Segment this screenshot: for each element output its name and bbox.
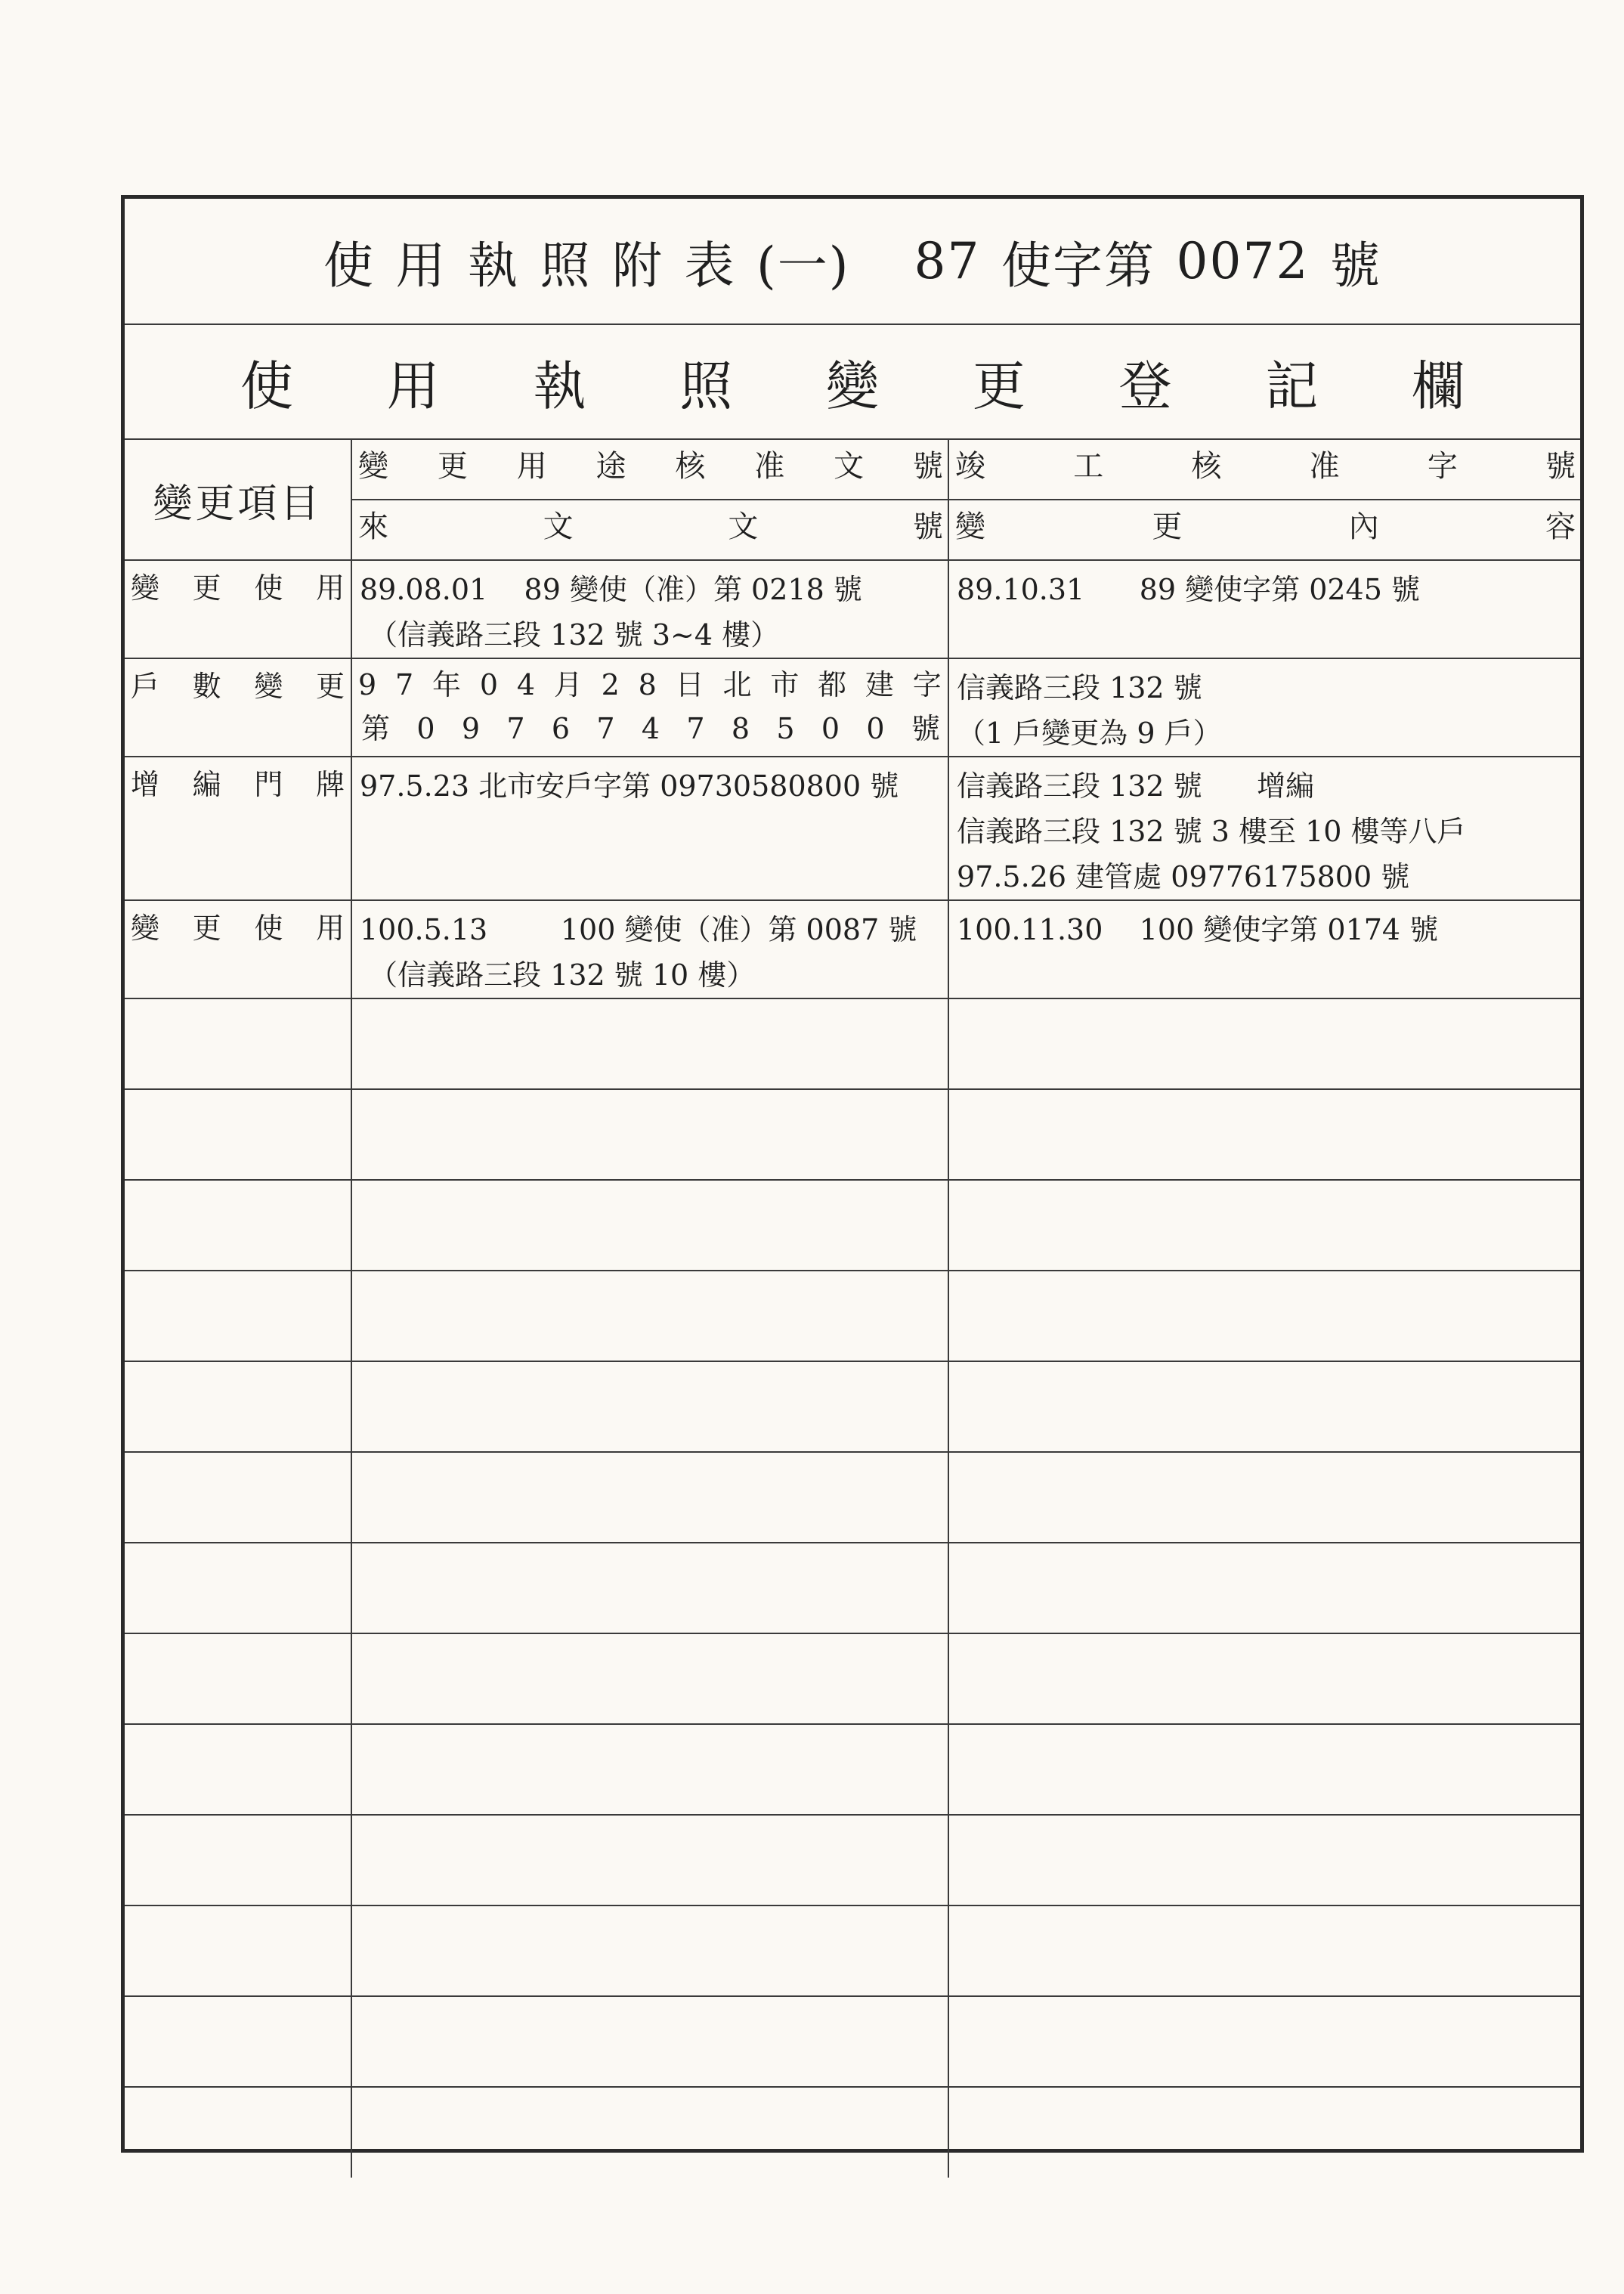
empty-cell [351, 2087, 948, 2178]
header-char: 號 [912, 509, 943, 544]
header-char: 更 [1152, 509, 1183, 544]
approval-number-cell [351, 900, 948, 998]
header-row-1 [125, 439, 1580, 500]
permit-change-table [125, 199, 1580, 2178]
approval-char: 7 [395, 668, 414, 701]
empty-cell [125, 1089, 351, 1180]
empty-table-row [125, 1180, 1580, 1271]
change-item-char: 數 [192, 670, 221, 703]
header-char: 途 [595, 449, 626, 484]
empty-cell [125, 1815, 351, 1905]
approval-line: （信義路三段 132 號 10 樓） [360, 958, 756, 992]
completion-line: 97.5.26 建管處 09776175800 號 [957, 860, 1410, 893]
empty-cell [351, 1633, 948, 1724]
header-char: 工 [1073, 449, 1104, 484]
header-char: 竣 [955, 449, 985, 484]
approval-line: （信義路三段 132 號 3~4 樓） [360, 618, 780, 652]
approval-line: 89.08.01 89 變使（准）第 0218 號 [360, 573, 862, 606]
change-item-cell [125, 757, 351, 900]
approval-char: 市 [770, 668, 800, 701]
empty-cell [948, 1633, 1580, 1724]
permit-form-sheet [121, 195, 1584, 2153]
empty-cell [351, 1996, 948, 2087]
completion-content-cell [948, 757, 1580, 900]
empty-cell [125, 998, 351, 1089]
change-item-char: 牌 [315, 768, 345, 801]
header-char: 核 [1191, 449, 1222, 484]
approval-number-cell [351, 560, 948, 658]
change-item-char: 用 [315, 912, 345, 945]
change-item-char: 使 [254, 571, 283, 605]
empty-cell [351, 1089, 948, 1180]
change-item-char: 變 [254, 670, 283, 703]
header-char: 字 [1427, 449, 1458, 484]
approval-char: 北 [722, 668, 752, 701]
empty-table-row [125, 1452, 1580, 1543]
section-title-char: 照 [679, 354, 733, 417]
empty-table-row [125, 1724, 1580, 1815]
document-title [323, 225, 1381, 297]
header-char: 用 [516, 449, 547, 484]
approval-char: 8 [731, 712, 750, 745]
approval-char: 0 [866, 712, 885, 745]
completion-line: （1 戶變更為 9 戶） [957, 717, 1222, 750]
empty-cell [125, 1996, 351, 2087]
approval-char: 字 [912, 668, 942, 701]
table-row [125, 900, 1580, 998]
approval-char: 0 [416, 712, 435, 745]
approval-char: 6 [551, 712, 571, 745]
change-item-cell [125, 900, 351, 998]
change-item-char: 更 [192, 571, 221, 605]
approval-line: 100.5.13 100 變使（准）第 0087 號 [360, 913, 917, 946]
empty-cell [351, 1724, 948, 1815]
completion-content-cell [948, 560, 1580, 658]
incoming-doc-number-header [351, 500, 948, 560]
empty-cell [948, 1271, 1580, 1361]
change-item-char: 變 [131, 912, 160, 945]
completion-number-header [948, 439, 1580, 500]
table-row [125, 658, 1580, 757]
approval-char: 建 [865, 668, 894, 701]
title-part: 用 [395, 237, 447, 295]
empty-table-row [125, 1815, 1580, 1905]
section-title-char: 變 [826, 354, 880, 417]
empty-cell [351, 1452, 948, 1543]
section-title-char: 用 [386, 354, 440, 417]
header-char: 變 [955, 509, 985, 544]
title-row [125, 199, 1580, 324]
empty-cell [948, 1180, 1580, 1271]
empty-table-row [125, 2087, 1580, 2178]
empty-cell [125, 1905, 351, 1996]
section-title [240, 344, 1465, 420]
section-title-cell [125, 324, 1580, 439]
empty-cell [125, 1271, 351, 1361]
empty-table-row [125, 1089, 1580, 1180]
section-title-char: 執 [533, 354, 586, 417]
approval-char: 2 [601, 668, 620, 701]
table-row [125, 560, 1580, 658]
header-char: 變 [358, 449, 388, 484]
approval-char: 7 [506, 712, 525, 745]
empty-cell [948, 998, 1580, 1089]
change-item-char: 門 [254, 768, 283, 801]
approval-char: 日 [675, 668, 704, 701]
title-part: (一) [756, 237, 850, 295]
empty-cell [125, 1361, 351, 1452]
header-char: 號 [912, 449, 943, 484]
empty-cell [948, 1089, 1580, 1180]
change-item-char: 使 [254, 912, 283, 945]
header-char: 文 [543, 509, 574, 544]
approval-line: 97.5.23 北市安戶字第 09730580800 號 [360, 769, 899, 803]
approval-char: 0 [479, 668, 499, 701]
completion-line: 信義路三段 132 號 [957, 671, 1202, 704]
empty-cell [351, 1180, 948, 1271]
approval-char: 9 [461, 712, 481, 745]
approval-char: 都 [818, 668, 847, 701]
title-part: 照 [540, 237, 592, 295]
header-char: 來 [358, 509, 388, 544]
empty-cell [125, 1543, 351, 1633]
change-item-char: 用 [315, 571, 345, 605]
empty-cell [948, 1724, 1580, 1815]
empty-cell [948, 1905, 1580, 1996]
completion-line: 100.11.30 100 變使字第 0174 號 [957, 913, 1439, 946]
approval-number-header [351, 439, 948, 500]
approval-line [352, 659, 948, 704]
title-part: 87 [914, 232, 981, 290]
header-char: 准 [754, 449, 785, 484]
empty-cell [948, 1452, 1580, 1543]
title-part: 執 [468, 237, 520, 295]
title-part: 表 [684, 237, 736, 295]
section-title-char: 使 [240, 354, 294, 417]
empty-cell [125, 1724, 351, 1815]
header-char: 容 [1545, 509, 1576, 544]
change-item-char: 更 [192, 912, 221, 945]
header-char: 文 [834, 449, 865, 484]
header-char: 核 [675, 449, 706, 484]
section-title-row [125, 324, 1580, 439]
change-item-char: 更 [315, 670, 345, 703]
header-char: 號 [1545, 449, 1576, 484]
header-char: 准 [1309, 449, 1340, 484]
empty-cell [351, 1543, 948, 1633]
empty-cell [948, 1815, 1580, 1905]
title-cell [125, 199, 1580, 324]
empty-cell [948, 2087, 1580, 2178]
change-item-char: 變 [131, 571, 160, 605]
empty-table-row [125, 1996, 1580, 2087]
empty-cell [351, 1905, 948, 1996]
section-title-char: 更 [972, 354, 1025, 417]
table-row [125, 757, 1580, 900]
completion-content-cell [948, 900, 1580, 998]
empty-cell [351, 1271, 948, 1361]
change-item-cell [125, 658, 351, 757]
empty-table-row [125, 1905, 1580, 1996]
empty-cell [948, 1361, 1580, 1452]
section-title-char: 記 [1265, 354, 1319, 417]
title-part: 使字第 [1001, 237, 1155, 295]
approval-char: 7 [596, 712, 615, 745]
change-item-char: 增 [131, 768, 160, 801]
approval-char: 0 [821, 712, 840, 745]
approval-number-cell [351, 757, 948, 900]
empty-cell [351, 998, 948, 1089]
empty-cell [125, 1452, 351, 1543]
approval-number-cell [351, 658, 948, 757]
approval-char: 第 [361, 712, 391, 745]
approval-char: 號 [911, 712, 940, 745]
empty-table-row [125, 998, 1580, 1089]
approval-char: 5 [776, 712, 795, 745]
empty-cell [125, 2087, 351, 2178]
empty-table-row [125, 1543, 1580, 1633]
section-title-char: 欄 [1412, 354, 1465, 417]
change-item-char: 戶 [131, 670, 160, 703]
empty-table-row [125, 1633, 1580, 1724]
empty-cell [948, 1996, 1580, 2087]
title-part: 附 [612, 237, 664, 295]
change-item-header: 變更項目 [125, 439, 351, 560]
empty-cell [948, 1543, 1580, 1633]
title-part: 使 [323, 237, 376, 295]
header-char: 文 [728, 509, 759, 544]
empty-table-row [125, 1271, 1580, 1361]
empty-cell [351, 1361, 948, 1452]
completion-line: 信義路三段 132 號 增編 [957, 769, 1315, 803]
approval-line [352, 704, 948, 748]
empty-cell [351, 1815, 948, 1905]
title-part: 0072 [1176, 232, 1310, 290]
empty-cell [125, 1633, 351, 1724]
completion-line: 89.10.31 89 變使字第 0245 號 [957, 573, 1420, 606]
title-part: 號 [1329, 237, 1381, 295]
empty-cell [125, 1180, 351, 1271]
approval-char: 7 [686, 712, 705, 745]
approval-char: 4 [641, 712, 660, 745]
completion-line: 信義路三段 132 號 3 樓至 10 樓等八戶 [957, 815, 1466, 848]
completion-content-cell [948, 658, 1580, 757]
change-content-header [948, 500, 1580, 560]
section-title-char: 登 [1118, 354, 1172, 417]
header-char: 內 [1348, 509, 1379, 544]
header-char: 更 [437, 449, 468, 484]
approval-char: 月 [553, 668, 583, 701]
change-item-cell [125, 560, 351, 658]
approval-char: 9 [358, 668, 377, 701]
approval-char: 4 [516, 668, 536, 701]
change-item-char: 編 [192, 768, 221, 801]
empty-table-row [125, 1361, 1580, 1452]
approval-char: 年 [432, 668, 462, 701]
approval-char: 8 [638, 668, 657, 701]
